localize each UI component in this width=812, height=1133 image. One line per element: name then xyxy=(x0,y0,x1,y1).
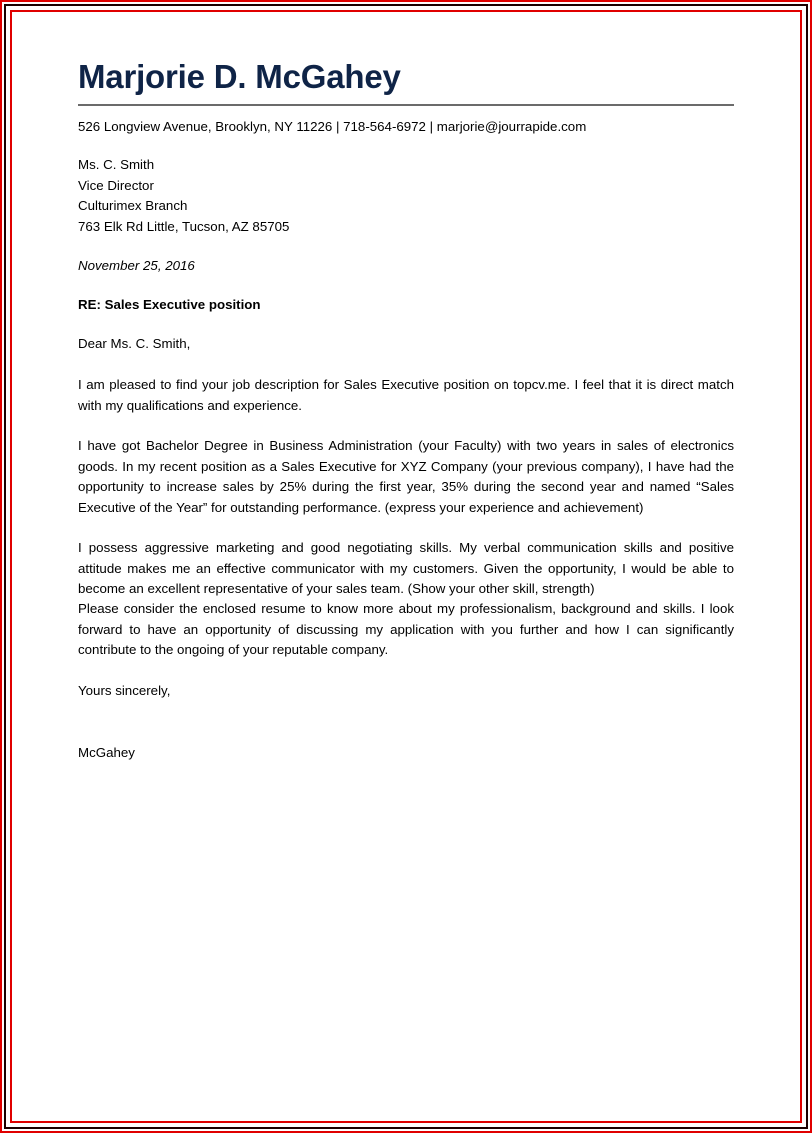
letter-signature: McGahey xyxy=(78,745,135,760)
body-paragraph-3: I possess aggressive marketing and good negotiating skills. My verbal communication skills and positive attitude makes me an effective communicator with my customers. Given the opportunity, I would be able to become an excellent representative of your sales team. (Show your other skill, strength) xyxy=(78,540,734,596)
body-paragraph-1: I am pleased to find your job description for Sales Executive position on topcv.me. I feel that it is direct match with my qualifications and experience. xyxy=(78,377,734,413)
letter-subject: RE: Sales Executive position xyxy=(78,297,261,312)
recipient-block xyxy=(78,155,289,237)
recipient-name: Ms. C. Smith xyxy=(78,157,155,172)
recipient-address: 763 Elk Rd Little, Tucson, AZ 85705 xyxy=(78,218,290,234)
body-paragraph-4: Please consider the enclosed resume to know more about my professionalism, background and skills. I look forward to have an opportunity of discussing my application with you further and how I can significantly contribute to the ongoing of your reputable company. xyxy=(78,601,734,657)
sender-name-heading: Marjorie D. McGahey xyxy=(78,58,401,95)
recipient-title: Vice Director xyxy=(78,177,154,193)
sender-contact-line: 526 Longview Avenue, Brooklyn, NY 11226 | 718-564-6972 | marjorie@jourrapide.com xyxy=(78,119,587,134)
header-divider xyxy=(78,104,734,106)
letter-date: November 25, 2016 xyxy=(78,258,195,273)
letter-greeting: Dear Ms. C. Smith, xyxy=(78,336,191,351)
body-paragraph-2: I have got Bachelor Degree in Business Administration (your Faculty) with two years in sales of electronics goods. In my recent position as a Sales Executive for XYZ Company (your previous company), I have had the opportunity to increase sales by 25% during the first year, 35% during the second year and named “Sales Executive of the Year” for outstanding performance. (express your experience and achievement) xyxy=(78,438,734,515)
recipient-company: Culturimex Branch xyxy=(78,198,188,213)
letter-closing: Yours sincerely, xyxy=(78,683,171,698)
